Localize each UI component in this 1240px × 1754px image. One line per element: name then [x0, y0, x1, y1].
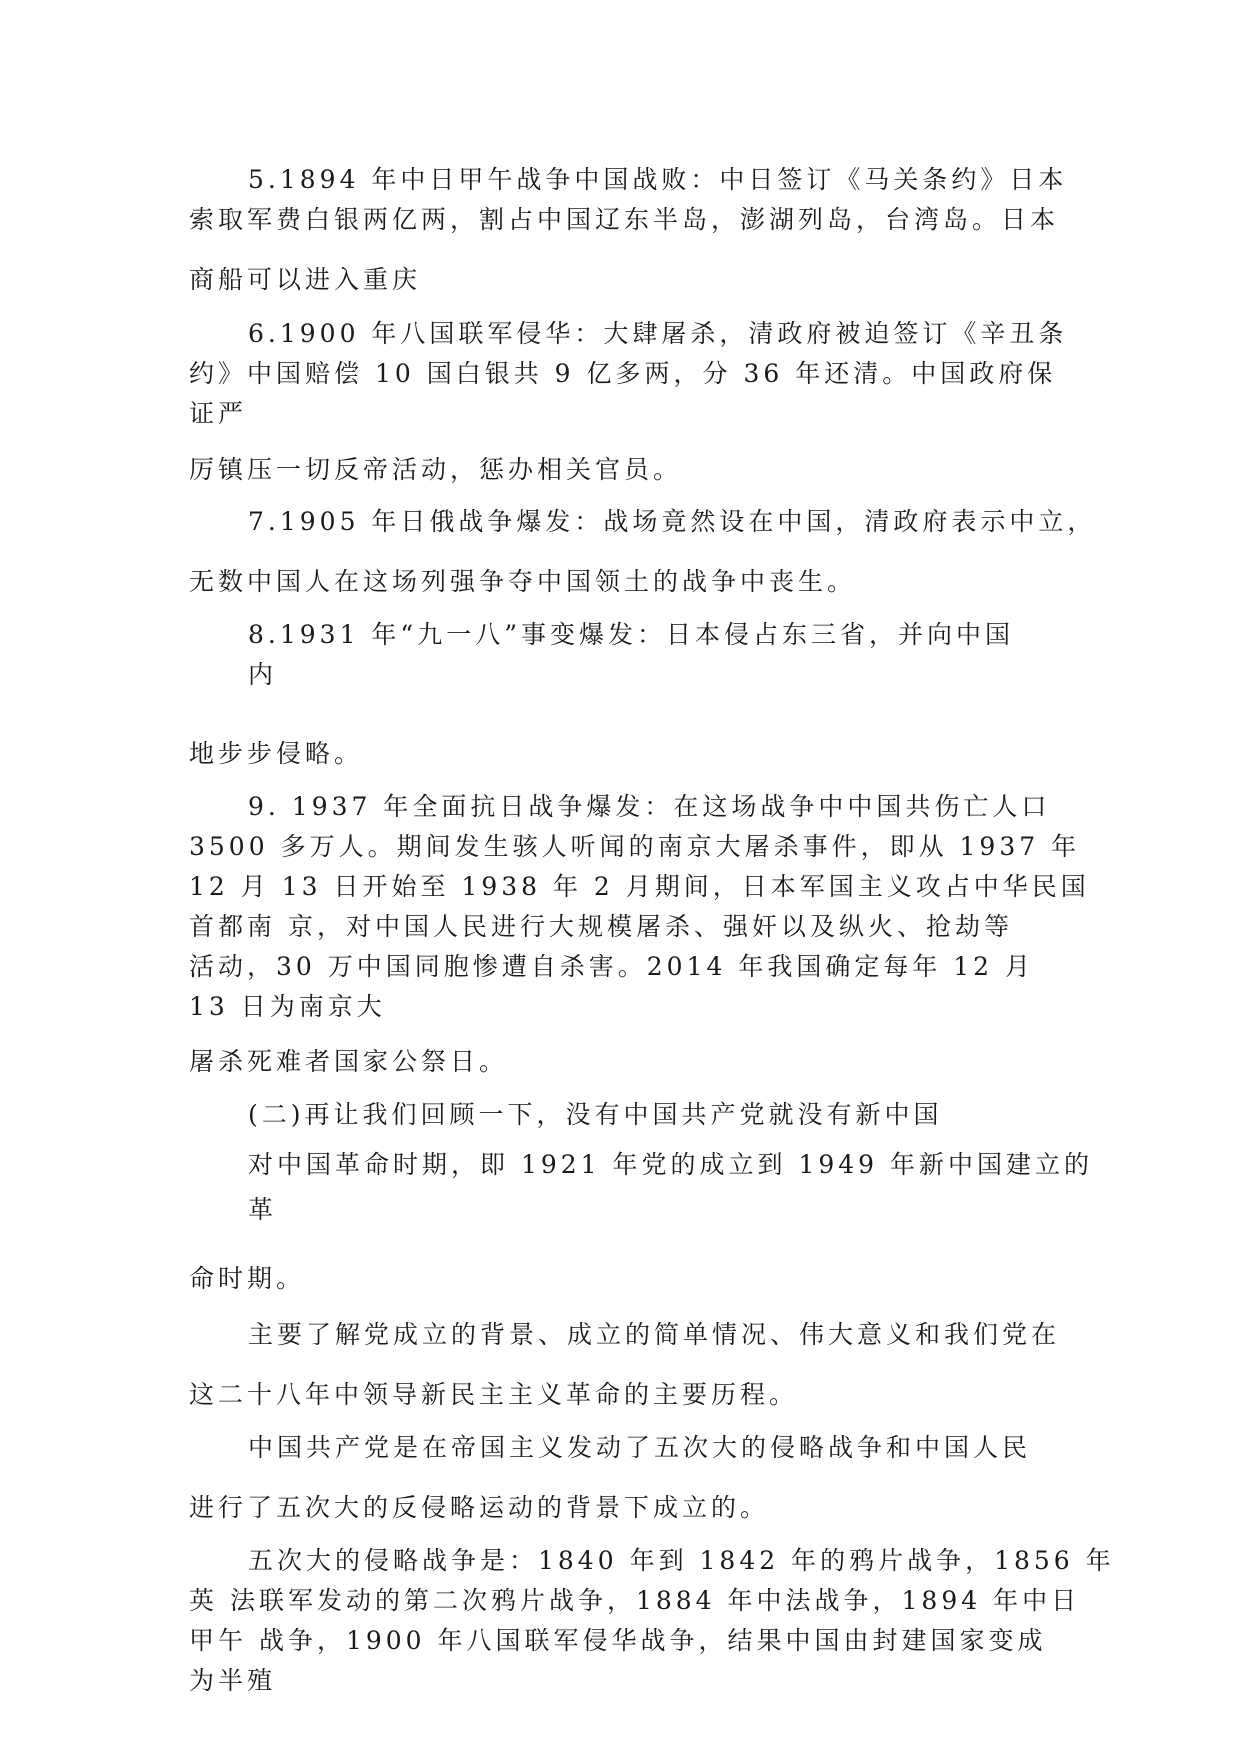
text-line: 13 日为南京大	[189, 992, 386, 1021]
text-line: 无数中国人在这场列强争夺中国领土的战争中丧生。	[189, 567, 857, 596]
text-line: (二)再让我们回顾一下，没有中国共产党就没有新中国	[248, 1100, 943, 1129]
text-line: 五次大的侵略战争是：1840 年到 1842 年的鸦片战争，1856 年	[248, 1546, 1115, 1575]
text-line: 英 法联军发动的第二次鸦片战争，1884 年中法战争，1894 年中日	[189, 1586, 1081, 1615]
text-line: 甲午 战争，1900 年八国联军侵华战争，结果中国由封建国家变成	[189, 1626, 1047, 1655]
text-line: 商船可以进入重庆	[189, 265, 422, 294]
text-line: 索取军费白银两亿两，割占中国辽东半岛，澎湖列岛，台湾岛。日本	[189, 205, 1060, 234]
text-line: 内	[248, 660, 278, 689]
text-line: 中国共产党是在帝国主义发动了五次大的侵略战争和中国人民	[248, 1433, 1032, 1462]
text-line: 8.1931 年“九一八”事变爆发：日本侵占东三省，并向中国	[248, 620, 1014, 649]
text-line: 为半殖	[189, 1666, 277, 1695]
text-line: 厉镇压一切反帝活动，惩办相关官员。	[189, 455, 683, 484]
text-line: 进行了五次大的反侵略运动的背景下成立的。	[189, 1493, 770, 1522]
text-line: 这二十八年中领导新民主主义革命的主要历程。	[189, 1380, 799, 1409]
text-line: 9. 1937 年全面抗日战争爆发：在这场战争中中国共伤亡人口	[248, 792, 1051, 821]
text-line: 6.1900 年八国联军侵华：大肆屠杀，清政府被迫签订《辛丑条	[248, 319, 1068, 348]
text-line: 约》中国赔偿 10 国白银共 9 亿多两，分 36 年还清。中国政府保	[189, 359, 1057, 388]
text-line: 证严	[189, 399, 248, 428]
text-line: 革	[248, 1195, 278, 1224]
text-line: 主要了解党成立的背景、成立的简单情况、伟大意义和我们党在	[248, 1320, 1061, 1349]
text-line: 对中国革命时期，即 1921 年党的成立到 1949 年新中国建立的	[248, 1150, 1094, 1179]
text-line: 活动，30 万中国同胞惨遭自杀害。2014 年我国确定每年 12 月	[189, 952, 1035, 981]
text-line: 地步步侵略。	[189, 739, 364, 768]
text-line: 3500 多万人。期间发生骇人听闻的南京大屠杀事件，即从 1937 年	[189, 832, 1081, 861]
text-line: 12 月 13 日开始至 1938 年 2 月期间，日本军国主义攻占中华民国	[189, 872, 1090, 901]
text-line: 5.1894 年中日甲午战争中国战败：中日签订《马关条约》日本	[248, 165, 1068, 194]
text-line: 7.1905 年日俄战争爆发：战场竟然设在中国，清政府表示中立，	[248, 507, 1097, 536]
text-line: 命时期。	[189, 1264, 306, 1293]
text-line: 屠杀死难者国家公祭日。	[189, 1047, 509, 1076]
text-line: 首都南 京，对中国人民进行大规模屠杀、强奸以及纵火、抢劫等	[189, 912, 1013, 941]
